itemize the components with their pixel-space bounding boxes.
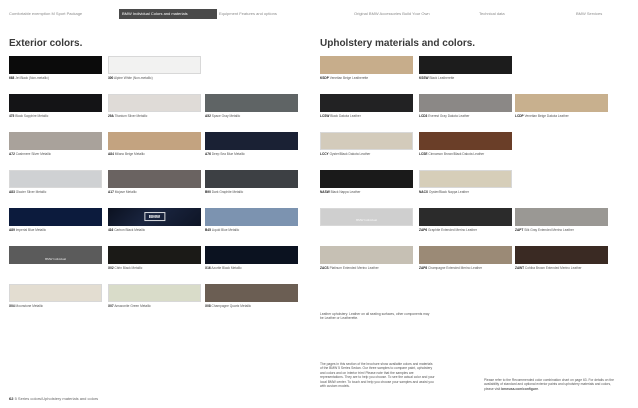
color-code: LCD3	[419, 114, 428, 118]
exterior-swatch-x04[interactable]	[9, 284, 102, 302]
upholstery-swatch-caption	[320, 114, 413, 118]
exterior-swatch-caption	[205, 228, 298, 232]
color-name: Oyster/Black Dakota Leather	[328, 152, 371, 156]
color-name: Champagne Quartz Metallic	[210, 304, 252, 308]
color-name: Black Nappa Leather	[329, 190, 361, 194]
upholstery-swatch-caption	[515, 228, 608, 232]
color-code: A83	[9, 190, 15, 194]
exterior-swatch-b45[interactable]	[205, 208, 298, 226]
color-code: B90	[205, 190, 211, 194]
color-name: Cohiba Brown Extended Merino Leather	[524, 266, 582, 270]
color-code: ZAP6	[419, 228, 428, 232]
upholstery-swatch-zacs[interactable]	[320, 246, 413, 264]
exterior-swatch-caption	[108, 76, 201, 80]
exterior-swatch-x08[interactable]	[205, 284, 298, 302]
exterior-swatch-475[interactable]	[9, 94, 102, 112]
exterior-swatch-300[interactable]	[108, 56, 201, 74]
upholstery-swatch-caption	[320, 190, 413, 194]
nav-tab-6[interactable]: BMW Services	[576, 11, 603, 16]
exterior-swatch-caption	[9, 304, 102, 308]
color-name: Graphite Extended Merino Leather	[427, 228, 477, 232]
color-name: Carbon Black Metallic	[113, 228, 146, 232]
color-name: Mojave Metallic	[113, 190, 137, 194]
color-code: A17	[108, 190, 114, 194]
color-name: Titanium Silver Metallic	[113, 114, 148, 118]
color-name: Silk Gray Extended Merino Leather	[523, 228, 574, 232]
color-code: NASW	[320, 190, 330, 194]
color-name: Moonstone Metallic	[14, 304, 44, 308]
upholstery-swatch-caption	[320, 152, 413, 156]
availability-note: Please refer to the Recommended color combination chart on page 63. For details on the availability of standard and optional exterior paints and upholstery materials and colors, please visit bmwusa.com/configure.	[484, 378, 614, 391]
color-name: Space Gray Metallic	[210, 114, 241, 118]
upholstery-swatch-lcd3[interactable]	[419, 94, 512, 112]
color-code: LCSW	[320, 114, 330, 118]
nav-tab-2-active[interactable]: BMW Individual Colors and materials	[119, 9, 217, 19]
color-code: ZACS	[320, 266, 329, 270]
upholstery-swatch-zawt[interactable]	[515, 246, 608, 264]
upholstery-swatch-lcsw[interactable]	[320, 94, 413, 112]
exterior-swatch-29a[interactable]	[108, 94, 201, 112]
nav-tab-3[interactable]: Equipment Features and options	[219, 11, 277, 16]
color-code: X16	[205, 266, 211, 270]
exterior-swatch-a76[interactable]	[205, 132, 298, 150]
exterior-swatch-caption	[205, 152, 298, 156]
exterior-swatch-x02[interactable]	[108, 246, 201, 264]
color-code: X04	[9, 304, 15, 308]
color-code: ZAPT	[515, 228, 524, 232]
upholstery-swatch-caption	[419, 114, 512, 118]
upholstery-swatch-kssw[interactable]	[419, 56, 512, 74]
upholstery-swatch-caption	[419, 76, 512, 80]
color-code: A89	[9, 228, 15, 232]
door-sill-emblem: BMW	[144, 212, 165, 221]
color-code: A52	[205, 114, 211, 118]
color-name: Imperial Blue Metallic	[14, 228, 47, 232]
color-name: Azurite Black Metallic	[210, 266, 242, 270]
exterior-swatch-a83[interactable]	[9, 170, 102, 188]
color-code: 416	[108, 228, 114, 232]
exterior-swatch-individual[interactable]	[9, 246, 102, 264]
color-code: NACX	[419, 190, 429, 194]
color-name: Champagne Extended Merino Leather	[427, 266, 483, 270]
color-name: Alpine White (Non-metallic)	[113, 76, 153, 80]
color-name: Cinnamon Brown/Black Dakota Leather	[427, 152, 485, 156]
upholstery-title: Upholstery materials and colors.	[320, 38, 476, 49]
page-footer	[9, 396, 98, 401]
exterior-swatch-caption	[9, 190, 102, 194]
exterior-swatch-416[interactable]	[108, 208, 201, 226]
exterior-swatch-caption	[108, 304, 201, 308]
exterior-swatch-a89[interactable]	[9, 208, 102, 226]
color-code: A76	[205, 152, 211, 156]
upholstery-swatch-nacx[interactable]	[419, 170, 512, 188]
upholstery-swatch-ksdp[interactable]	[320, 56, 413, 74]
upholstery-swatch-caption	[515, 114, 608, 118]
exterior-swatch-caption	[205, 114, 298, 118]
exterior-swatch-caption	[205, 304, 298, 308]
page-number: 62	[9, 396, 14, 401]
exterior-swatch-a72[interactable]	[9, 132, 102, 150]
upholstery-swatch-lcdp[interactable]	[515, 94, 608, 112]
exterior-swatch-caption	[205, 266, 298, 270]
bmw-individual-label: BMW Individual	[356, 218, 377, 222]
exterior-swatch-caption	[9, 152, 102, 156]
intro-note: The pages in this section of the brochure show available colors and materials of the BMW 5 Series Sedan. Our three samples to compare paint, upholstery and colors and on interior trim! Please note that the samples are representations. They are to help you choose. To see the actual color and your local BMW center. To touch and help you choose your samples and assist you with custom models.	[320, 362, 435, 389]
color-name: Oyster/Black Nappa Leather	[428, 190, 469, 194]
color-code: LCDP	[515, 114, 524, 118]
upholstery-swatch-caption	[419, 266, 512, 270]
color-code: 475	[9, 114, 15, 118]
exterior-swatch-a17[interactable]	[108, 170, 201, 188]
color-name: Jet Black (Non-metallic)	[14, 76, 49, 80]
color-name: Platinum Extended Merino Leather	[328, 266, 379, 270]
color-code: LCSE	[419, 152, 428, 156]
color-name: Deep Sea Blue Metallic	[210, 152, 245, 156]
color-name: Citrin Black Metallic	[113, 266, 143, 270]
color-name: Black Leatherette	[428, 76, 455, 80]
color-code: 300	[108, 76, 114, 80]
upholstery-swatch-zap8[interactable]	[419, 246, 512, 264]
color-code: 29A	[108, 114, 114, 118]
upholstery-swatch-caption	[320, 76, 413, 80]
footer-text: 5 Series colors/Upholstery materials and colors	[14, 396, 99, 401]
upholstery-swatch-lccy[interactable]	[320, 132, 413, 150]
exterior-swatch-caption	[9, 228, 102, 232]
upholstery-swatch-lcse[interactable]	[419, 132, 512, 150]
upholstery-swatch-caption	[419, 190, 512, 194]
color-code: ZAP8	[419, 266, 428, 270]
color-name: Black Sapphire Metallic	[14, 114, 49, 118]
color-code: KSDP	[320, 76, 329, 80]
color-code: ZAWT	[515, 266, 525, 270]
exterior-swatch-caption	[108, 266, 201, 270]
color-code: A84	[108, 152, 114, 156]
color-name: Dark Graphite Metallic	[210, 190, 244, 194]
exterior-swatch-caption	[9, 114, 102, 118]
color-code: B45	[205, 228, 211, 232]
color-code: LCCY	[320, 152, 329, 156]
exterior-swatch-a52[interactable]	[205, 94, 298, 112]
color-code: 668	[9, 76, 15, 80]
exterior-swatch-caption	[9, 76, 102, 80]
upholstery-swatch-zap6[interactable]	[419, 208, 512, 226]
upholstery-swatch-individual[interactable]	[320, 208, 413, 226]
color-code: KSSW	[419, 76, 429, 80]
exterior-colors-title: Exterior colors.	[9, 38, 83, 49]
color-code: X07	[108, 304, 114, 308]
upholstery-swatch-caption	[419, 228, 512, 232]
nav-tab-4[interactable]: Original BMW Accessories Build Your Own	[354, 11, 430, 16]
exterior-swatch-x16[interactable]	[205, 246, 298, 264]
upholstery-swatch-nasw[interactable]	[320, 170, 413, 188]
leather-note: Leather upholstery: Leather on all seating surfaces, other components may be Leather or Leatherette.	[320, 312, 430, 321]
configure-link[interactable]: bmwusa.com/configure	[501, 386, 539, 391]
color-name: Venetian Beige Dakota Leather	[523, 114, 569, 118]
color-code: A72	[9, 152, 15, 156]
exterior-swatch-caption	[205, 190, 298, 194]
exterior-swatch-caption	[108, 190, 201, 194]
exterior-swatch-x07[interactable]	[108, 284, 201, 302]
color-name: Cashmere Silver Metallic	[14, 152, 51, 156]
color-name: Glacier Silver Metallic	[14, 190, 47, 194]
upholstery-swatch-zapt[interactable]	[515, 208, 608, 226]
exterior-swatch-668[interactable]	[9, 56, 102, 74]
exterior-swatch-caption	[108, 228, 201, 232]
color-code: X02	[108, 266, 114, 270]
color-name: Everest Gray Dakota Leather	[427, 114, 470, 118]
color-name: Venetian Beige Leatherette	[328, 76, 369, 80]
color-name: Liquid Blue Metallic	[210, 228, 240, 232]
exterior-swatch-b90[interactable]	[205, 170, 298, 188]
color-name: Amazonite Green Metallic	[113, 304, 151, 308]
upholstery-swatch-caption	[515, 266, 608, 270]
exterior-swatch-a84[interactable]	[108, 132, 201, 150]
upholstery-swatch-caption	[419, 152, 512, 156]
color-name: Milano Beige Metallic	[113, 152, 145, 156]
exterior-swatch-caption	[108, 152, 201, 156]
nav-tab-1[interactable]: Comfortable exemption M Sport Package	[9, 11, 83, 16]
color-name: Black Dakota Leather	[329, 114, 361, 118]
top-navigation	[9, 9, 627, 19]
nav-tab-5[interactable]: Technical data	[479, 11, 505, 16]
bmw-individual-label: BMW Individual	[45, 257, 66, 261]
exterior-swatch-caption	[108, 114, 201, 118]
color-code: X08	[205, 304, 211, 308]
upholstery-swatch-caption	[320, 266, 413, 270]
